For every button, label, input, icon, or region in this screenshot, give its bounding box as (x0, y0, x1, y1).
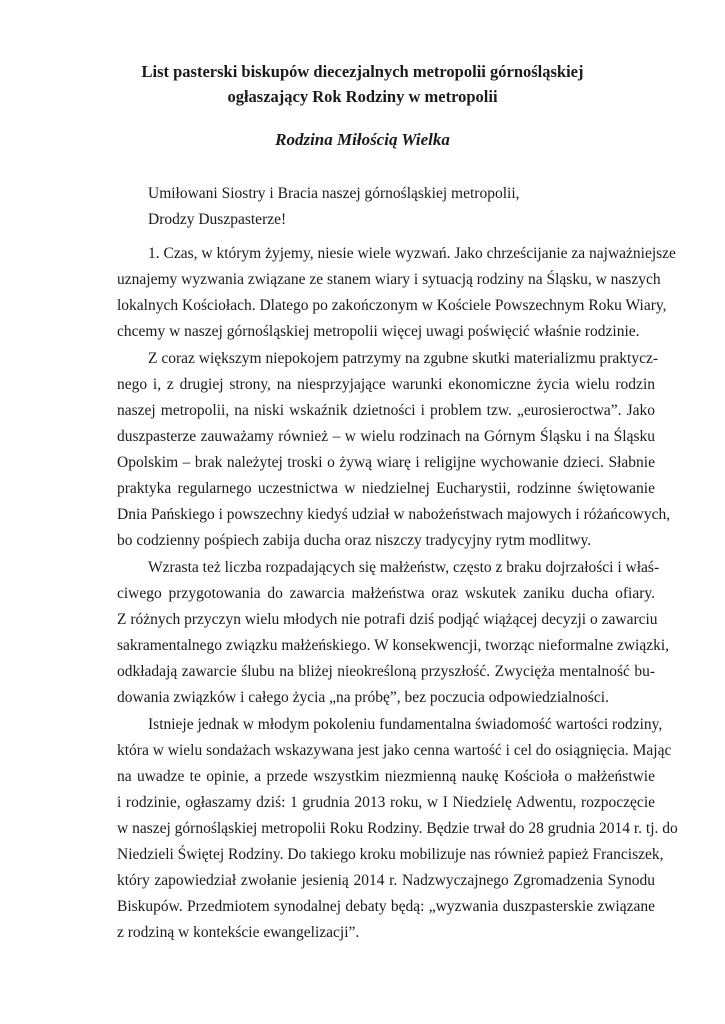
text-line: naszej metropolii, na niski wskaźnik dzietności i problem tzw. „eurosieroctwa”. Jako (117, 402, 655, 419)
salutation-line-2: Drodzy Duszpasterze! (148, 211, 287, 228)
text-line: Z coraz większym niepokojem patrzymy na zgubne skutki materializmu praktycz- (148, 350, 659, 367)
text-line: chcemy w naszej górnośląskiej metropolii więcej uwagi poświęcić właśnie rodzinie. (117, 323, 640, 340)
text-line: Niedzieli Świętej Rodziny. Do takiego kroku mobilizuje nas również papież Franciszek, (117, 846, 664, 863)
text-line: nego i, z drugiej strony, na niesprzyjające warunki ekonomiczne życia wielu rodzin (117, 376, 655, 393)
text-line: odkładają zawarcie ślubu na bliżej nieokreśloną przyszłość. Zwycięża mentalność bu- (117, 663, 655, 680)
text-line: Istnieje jednak w młodym pokoleniu fundamentalna świadomość wartości rodziny, (148, 716, 663, 733)
text-line: z rodziną w kontekście ewangelizacji”. (117, 924, 360, 941)
text-line: w naszej górnośląskiej metropolii Roku Rodziny. Będzie trwał do 28 grudnia 2014 r. tj. do (117, 820, 678, 837)
text-line: dowania związków i całego życia „na próbę”, bez poczucia odpowiedzialności. (117, 689, 609, 706)
text-line: który zapowiedział zwołanie jesienią 2014 r. Nadzwyczajnego Zgromadzenia Synodu (117, 872, 655, 889)
text-line: Wzrasta też liczba rozpadających się małżeństw, często z braku dojrzałości i właś- (148, 559, 660, 576)
text-line: Z różnych przyczyn wielu młodych nie potrafi dziś podjąć wiążącej decyzji o zawarciu (117, 611, 658, 628)
text-line: praktyka regularnego uczestnictwa w niedzielnej Eucharystii, rodzinne świętowanie (117, 480, 655, 497)
text-line: sakramentalnego związku małżeńskiego. W konsekwencji, tworząc nieformalne związki, (117, 637, 670, 654)
text-line: która w wielu sondażach wskazywana jest jako cenna wartość i cel do osiągnięcia. Mając (117, 742, 672, 759)
text-line: Dnia Pańskiego i powszechny kiedyś udział w nabożeństwach majowych i różańcowych, (117, 506, 671, 523)
text-line: bo codzienny pośpiech zabija ducha oraz niszczy tradycyjny rytm modlitwy. (117, 532, 592, 549)
text-line: 1. Czas, w którym żyjemy, niesie wiele wyzwań. Jako chrześcijanie za najważniejsze (148, 245, 676, 262)
text-line: duszpasterze zauważamy również – w wielu rodzinach na Górnym Śląsku i na Śląsku (117, 428, 655, 445)
text-line: na uwadze te opinie, a przede wszystkim niezmienną naukę Kościoła o małżeństwie (117, 768, 655, 785)
text-line: lokalnych Kościołach. Dlatego po zakończonym w Kościele Powszechnym Roku Wiary, (117, 297, 667, 314)
text-line: i rodzinie, ogłaszamy dziś: 1 grudnia 2013 roku, w I Niedzielę Adwentu, rozpoczęcie (117, 794, 655, 811)
text-line: Biskupów. Przedmiotem synodalnej debaty będą: „wyzwania duszpasterskie związane (117, 898, 655, 915)
title-line-2: ogłaszający Rok Rodziny w metropolii (227, 87, 498, 106)
text-line: ciwego przygotowania do zawarcia małżeństwa oraz wskutek zaniku ducha ofiary. (117, 585, 655, 602)
subtitle: Rodzina Miłością Wielka (275, 130, 450, 149)
title-line-1: List pasterski biskupów diecezjalnych metropolii górnośląskiej (141, 62, 584, 81)
text-line: Opolskim – brak należytej troski o żywą wiarę i religijne wychowanie dzieci. Słabnie (117, 454, 655, 471)
salutation-line-1: Umiłowani Siostry i Bracia naszej górnośląskiej metropolii, (148, 185, 520, 202)
text-line: uznajemy wyzwania związane ze stanem wiary i sytuacją rodziny na Śląsku, w naszych (117, 271, 661, 288)
